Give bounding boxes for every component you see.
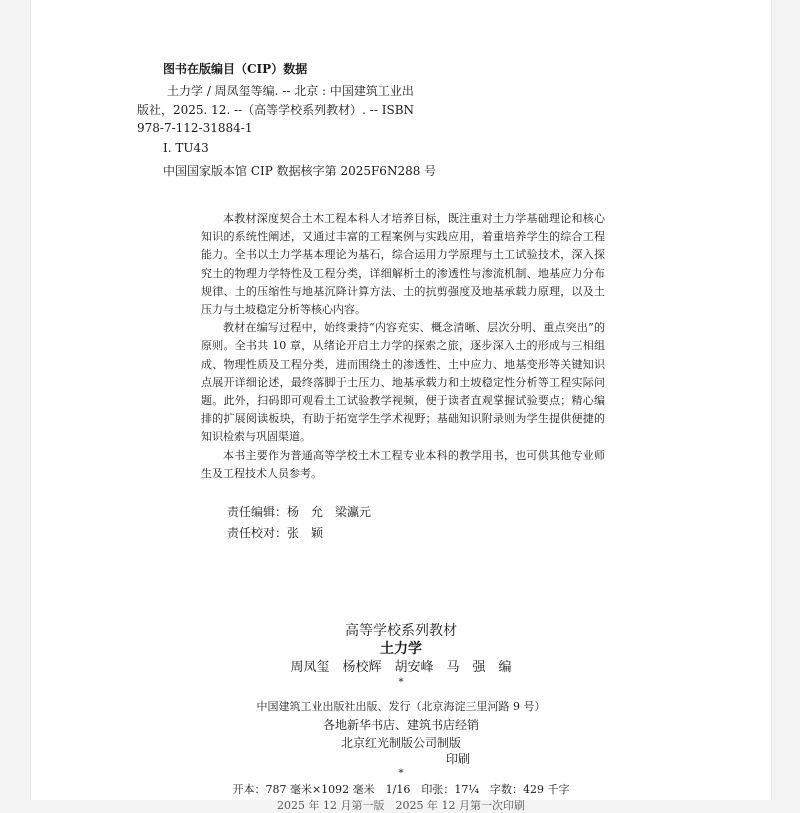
cip-line-5: 中国国家版本馆 CIP 数据核字第 2025F6N288 号: [163, 164, 437, 178]
separator-asterisk-1: *: [398, 677, 404, 688]
copyright-page: [30, 0, 772, 812]
distribution-line: 各地新华书店、建筑书店经销: [322, 718, 479, 732]
cip-line-4: Ⅰ. TU43: [163, 141, 209, 155]
plate-making-line: 北京红光制版公司制版: [340, 736, 461, 750]
format-specs: 开本：787 毫米×1092 毫米 1/16 印张：17¼ 字数：429 千字: [232, 783, 570, 796]
description-paragraph-1: 本教材深度契合土木工程本科人才培养目标，既注重对土力学基础理论和核心知识的系统性阐述，又通过丰富的工程案例与实践应用，着重培养学生的综合工程能力。全书以土力学基本理论为基石，综合运用力学原理与土工试验技术，深入探究土的物理力学特性及工程分类，详细解析土的渗透性与渗流机制、地基应力分布规律、土的压缩性与地基沉降计算方法、土的抗剪强度及地基承载力原理，以及土压力与土坡稳定分析等核心内容。: [201, 212, 605, 317]
edition-line: 2025 年 12 月第一版 2025 年 12 月第一次印刷: [277, 799, 525, 812]
responsible-proofreader: 责任校对：张 颖: [227, 526, 324, 540]
cip-line-3: 978-7-112-31884-1: [137, 121, 253, 135]
cip-heading: 图书在版编目（CIP）数据: [163, 62, 308, 76]
separator-asterisk-2: *: [398, 768, 404, 779]
printing-line: 印刷: [446, 752, 471, 766]
cip-line-1: 土力学 / 周凤玺等编. -- 北京 : 中国建筑工业出: [167, 84, 414, 98]
series-name: 高等学校系列教材: [345, 623, 457, 639]
publisher-line: 中国建筑工业出版社出版、发行（北京海淀三里河路 9 号）: [256, 700, 546, 713]
cip-line-2: 版社，2025. 12. --（高等学校系列教材）. -- ISBN: [137, 103, 415, 117]
description-paragraph-2: 教材在编写过程中，始终秉持“内容充实、概念清晰、层次分明、重点突出”的原则。全书共 10 章，从绪论开启土力学的探索之旅，逐步深入土的形成与三相组成、物理性质及工程分类，进而围绕土的渗透性、土中应力、地基变形等关键知识点展开详细论述，最终落脚于土压力、地基承载力和土坡稳定性分析等工程实际问题。此外，扫码即可观看土工试验教学视频，便于读者直观掌握试验要点；精心编排的扩展阅读板块，有助于拓宽学生学术视野；基础知识附录则为学生提供便捷的知识检索与巩固渠道。: [201, 321, 605, 444]
book-description: [201, 210, 605, 483]
authors: 周凤玺 杨校辉 胡安峰 马 强 编: [290, 660, 512, 675]
responsible-editor: 责任编辑：杨 允 梁瀛元: [227, 505, 372, 519]
book-title: 土力学: [380, 641, 422, 657]
description-paragraph-3: 本书主要作为普通高等学校土木工程专业本科的教学用书，也可供其他专业师生及工程技术人员参考。: [201, 448, 605, 480]
